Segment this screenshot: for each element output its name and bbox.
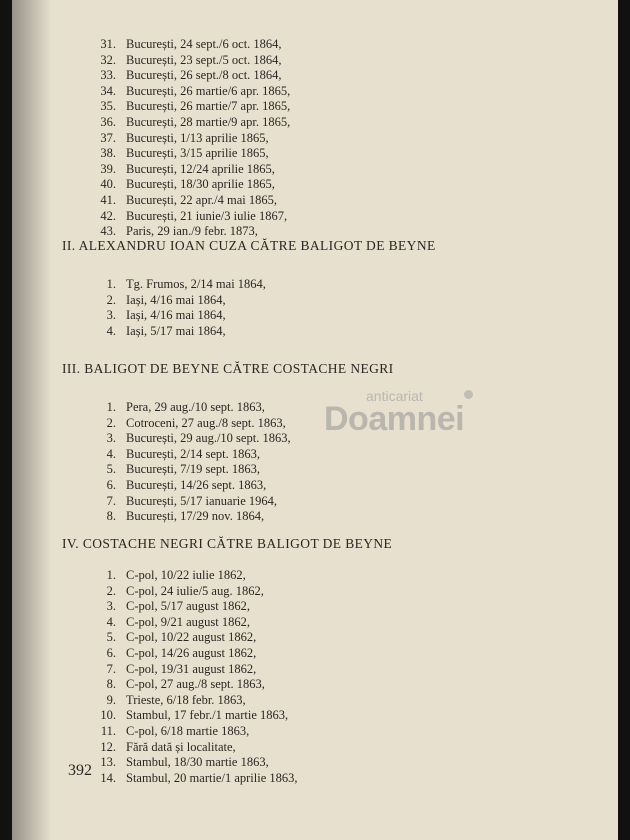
item-number: 8. [106,677,116,692]
item-number: 43. [100,224,116,239]
item-text: Fără dată și localitate, [126,739,236,754]
item-text: Iași, 4/16 mai 1864, [126,292,226,307]
item-number: 10. [100,708,116,723]
list-item [88,209,290,225]
item-number: 4. [106,323,116,338]
item-number: 12. [100,739,116,754]
item-text: C-pol, 5/17 august 1862, [126,599,250,614]
list-item [88,584,298,600]
item-text: București, 7/19 sept. 1863, [126,462,261,477]
list-item [88,693,298,709]
section-1-list [88,37,290,240]
list-item [88,416,291,432]
item-number: 14. [100,770,116,785]
item-number: 41. [100,192,116,207]
watermark-big-text: Doamnei [324,400,465,438]
list-item [88,99,290,115]
item-number: 31. [100,37,116,51]
item-text: Iași, 5/17 mai 1864, [126,323,226,338]
section-4-list [88,568,298,786]
item-number: 2. [106,583,116,598]
item-number: 7. [106,493,116,508]
list-item [88,568,298,584]
item-number: 37. [100,130,116,145]
section-3-list [88,400,291,525]
list-item [88,771,298,787]
item-number: 1. [106,277,116,291]
item-text: București, 28 martie/9 apr. 1865, [126,114,291,129]
list-item [88,724,298,740]
list-item [88,755,298,771]
item-number: 3. [106,431,116,446]
item-text: București, 3/15 aprilie 1865, [126,146,269,161]
item-number: 39. [100,161,116,176]
list-item [88,308,266,324]
item-number: 13. [100,755,116,770]
item-text: București, 21 iunie/3 iulie 1867, [126,208,288,223]
item-number: 38. [100,146,116,161]
watermark-dot [464,390,473,399]
list-item [88,293,266,309]
item-text: București, 22 apr./4 mai 1865, [126,192,278,207]
item-text: C-pol, 19/31 august 1862, [126,661,257,676]
list-item [88,708,298,724]
section-2-heading: II. ALEXANDRU IOAN CUZA CĂTRE BALIGOT DE BEYNE [62,238,436,253]
item-number: 6. [106,645,116,660]
item-number: 8. [106,509,116,524]
item-number: 7. [106,661,116,676]
list-item [88,462,291,478]
item-number: 2. [106,415,116,430]
list-item [88,740,298,756]
list-item [88,400,291,416]
list-item [88,431,291,447]
book-page [12,0,618,840]
list-item [88,615,298,631]
list-item [88,53,290,69]
item-text: București, 29 aug./10 sept. 1863, [126,431,291,446]
item-text: Stambul, 18/30 martie 1863, [126,755,269,770]
item-number: 33. [100,68,116,83]
section-4-heading: IV. COSTACHE NEGRI CĂTRE BALIGOT DE BEYNE [62,536,393,551]
page-number: 392 [68,762,92,779]
list-item [88,84,290,100]
item-number: 5. [106,462,116,477]
item-text: București, 18/30 aprilie 1865, [126,177,275,192]
watermark-logo [324,388,484,452]
item-text: Cotroceni, 27 aug./8 sept. 1863, [126,415,286,430]
item-text: Trieste, 6/18 febr. 1863, [126,692,246,707]
item-number: 2. [106,292,116,307]
item-text: București, 2/14 sept. 1863, [126,446,261,461]
item-number: 35. [100,99,116,114]
item-number: 3. [106,308,116,323]
list-item [88,277,266,293]
item-number: 9. [106,692,116,707]
item-text: Stambul, 20 martie/1 aprilie 1863, [126,770,298,785]
item-number: 3. [106,599,116,614]
list-item [88,68,290,84]
item-text: București, 14/26 sept. 1863, [126,477,267,492]
item-text: C-pol, 6/18 martie 1863, [126,723,250,738]
item-text: București, 26 sept./8 oct. 1864, [126,68,282,83]
item-text: București, 24 sept./6 oct. 1864, [126,37,282,51]
list-item [88,677,298,693]
item-number: 36. [100,114,116,129]
item-text: București, 1/13 aprilie 1865, [126,130,269,145]
list-item [88,37,290,53]
item-text: C-pol, 9/21 august 1862, [126,614,250,629]
item-text: București, 17/29 nov. 1864, [126,509,265,524]
list-item [88,324,266,340]
item-text: C-pol, 10/22 iulie 1862, [126,568,246,582]
list-item [88,509,291,525]
list-item [88,630,298,646]
list-item [88,646,298,662]
list-item [88,162,290,178]
item-number: 1. [106,400,116,414]
item-text: Stambul, 17 febr./1 martie 1863, [126,708,289,723]
item-text: Paris, 29 ian./9 febr. 1873, [126,224,258,239]
item-number: 32. [100,52,116,67]
list-item [88,494,291,510]
item-number: 40. [100,177,116,192]
item-number: 1. [106,568,116,582]
item-number: 6. [106,477,116,492]
item-text: Tg. Frumos, 2/14 mai 1864, [126,277,266,291]
item-number: 4. [106,614,116,629]
item-text: București, 23 sept./5 oct. 1864, [126,52,282,67]
item-text: București, 5/17 ianuarie 1964, [126,493,278,508]
item-number: 42. [100,208,116,223]
list-item [88,599,298,615]
item-number: 5. [106,630,116,645]
item-text: C-pol, 27 aug./8 sept. 1863, [126,677,265,692]
list-item [88,131,290,147]
list-item [88,193,290,209]
item-text: C-pol, 10/22 august 1862, [126,630,257,645]
list-item [88,115,290,131]
item-text: București, 12/24 aprilie 1865, [126,161,275,176]
item-number: 34. [100,83,116,98]
section-3-heading: III. BALIGOT DE BEYNE CĂTRE COSTACHE NEGRI [62,361,394,376]
watermark-small-text: anticariat [366,388,423,404]
section-2-list [88,277,266,339]
item-text: Pera, 29 aug./10 sept. 1863, [126,400,265,414]
item-text: București, 26 martie/6 apr. 1865, [126,83,291,98]
list-item [88,662,298,678]
item-number: 11. [100,723,116,738]
item-text: București, 26 martie/7 apr. 1865, [126,99,291,114]
list-item [88,478,291,494]
item-text: C-pol, 24 iulie/5 aug. 1862, [126,583,264,598]
item-text: C-pol, 14/26 august 1862, [126,645,257,660]
item-text: Iași, 4/16 mai 1864, [126,308,226,323]
list-item [88,146,290,162]
item-number: 4. [106,446,116,461]
list-item [88,447,291,463]
list-item [88,177,290,193]
